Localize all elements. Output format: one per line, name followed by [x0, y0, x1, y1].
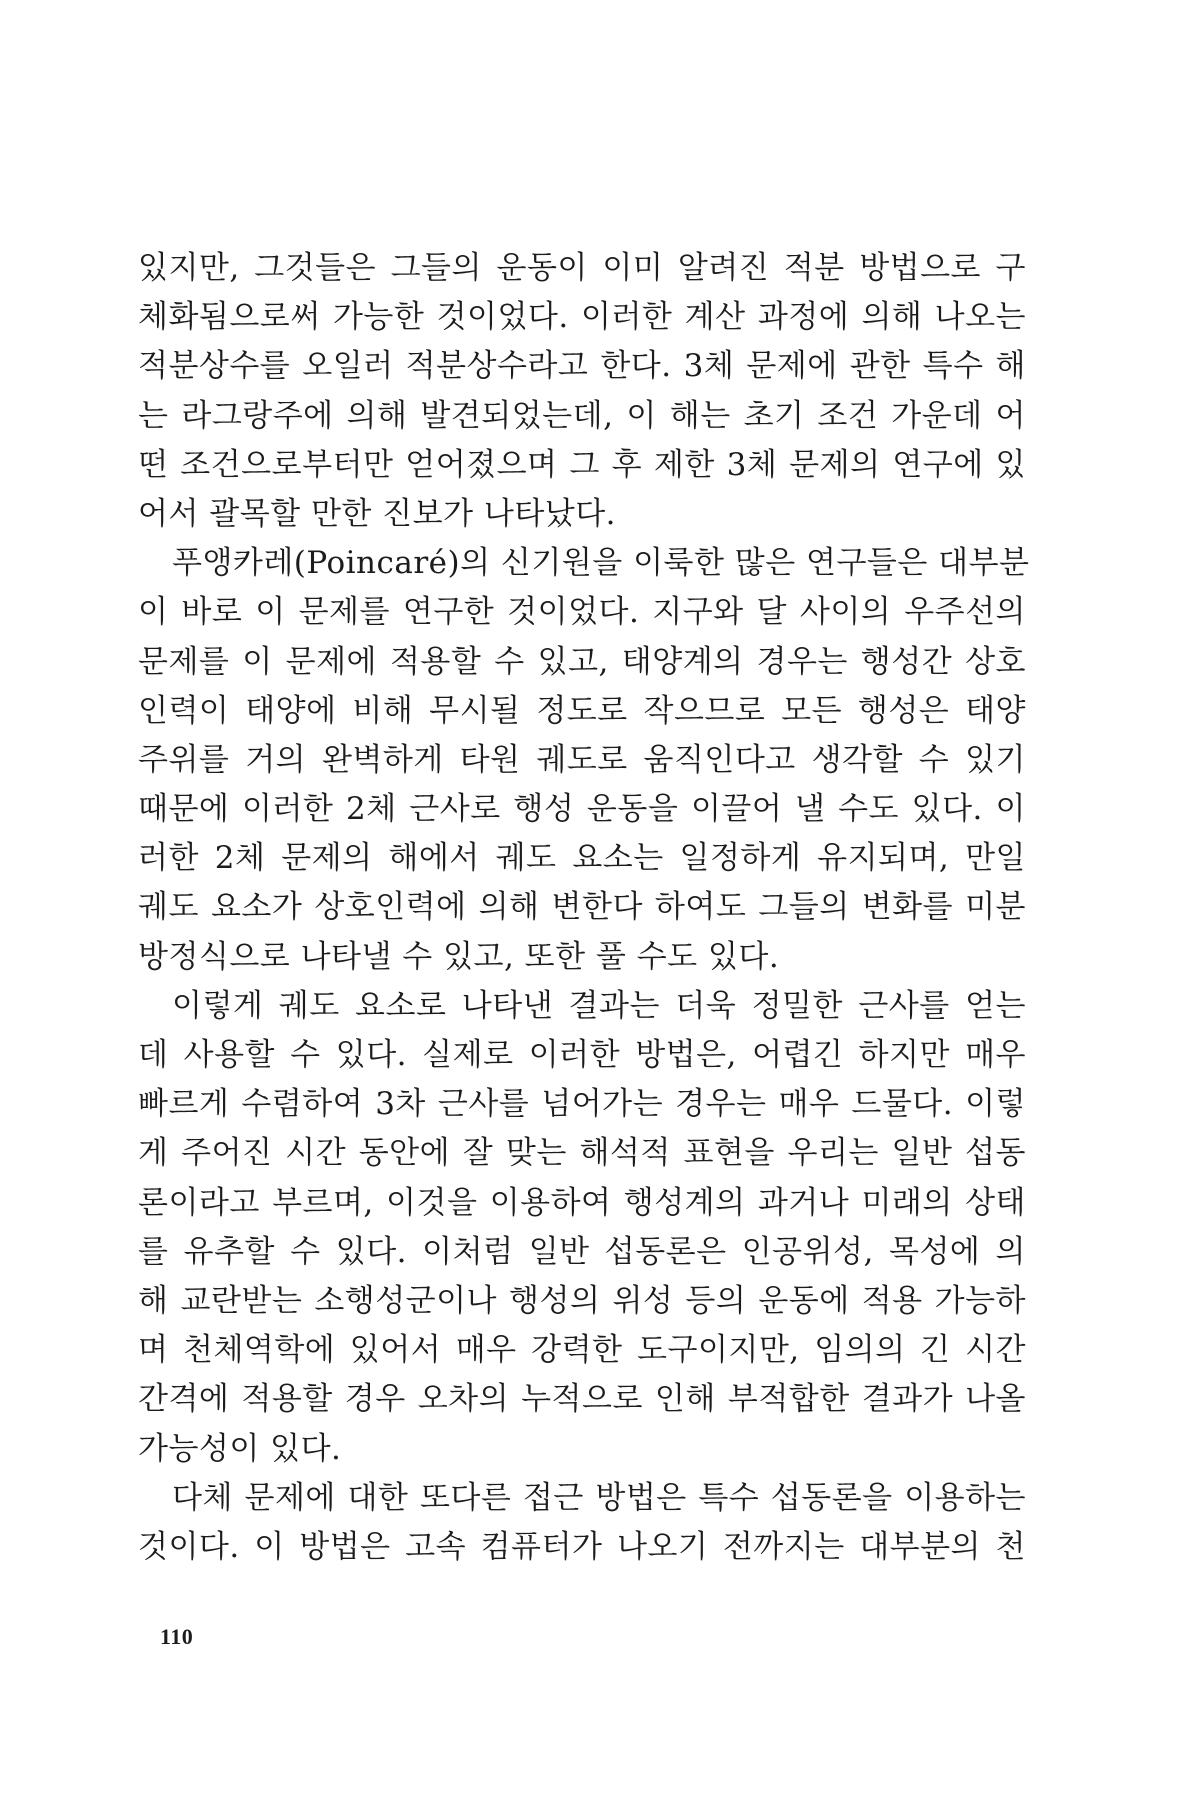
text-line: 것이다. 이 방법은 고속 컴퓨터가 나오기 전까지는 대부분의 천 [138, 1528, 1026, 1565]
text-line: 이 바로 이 문제를 연구한 것이었다. 지구와 달 사이의 우주선의 [138, 594, 1026, 631]
text-line: 방정식으로 나타낼 수 있고, 또한 풀 수도 있다. [138, 938, 780, 975]
page-number: 110 [160, 1624, 194, 1649]
text-line: 인력이 태양에 비해 무시될 정도로 작으므로 모든 행성은 태양 [138, 692, 1026, 729]
text-line: 며 천체역학에 있어서 매우 강력한 도구이지만, 임의의 긴 시간 [138, 1332, 1026, 1369]
text-line: 론이라고 부르며, 이것을 이용하여 행성계의 과거나 미래의 상태 [138, 1184, 1026, 1221]
body-text [138, 244, 1030, 1572]
text-line: 어서 괄목할 만한 진보가 나타났다. [138, 495, 617, 532]
text-line: 문제를 이 문제에 적용할 수 있고, 태양계의 경우는 행성간 상호 [138, 643, 1026, 680]
text-line: 해 교란받는 소행성군이나 행성의 위성 등의 운동에 적용 가능하 [138, 1282, 1026, 1319]
text-line: 다체 문제에 대한 또다른 접근 방법은 특수 섭동론을 이용하는 [172, 1479, 1026, 1516]
text-line: 있지만, 그것들은 그들의 운동이 이미 알려진 적분 방법으로 구 [138, 250, 1026, 286]
text-line: 가능성이 있다. [138, 1430, 342, 1467]
text-line: 러한 2체 문제의 해에서 궤도 요소는 일정하게 유지되며, 만일 [138, 840, 1026, 877]
text-line: 떤 조건으로부터만 얻어졌으며 그 후 제한 3체 문제의 연구에 있 [138, 446, 1026, 483]
text-line: 는 라그랑주에 의해 발견되었는데, 이 해는 초기 조건 가운데 어 [138, 397, 1026, 434]
text-line: 이렇게 궤도 요소로 나타낸 결과는 더욱 정밀한 근사를 얻는 [172, 987, 1026, 1024]
text-line: 때문에 이러한 2체 근사로 행성 운동을 이끌어 낼 수도 있다. 이 [138, 791, 1026, 828]
text-line: 를 유추할 수 있다. 이처럼 일반 섭동론은 인공위성, 목성에 의 [138, 1233, 1026, 1270]
text-line: 궤도 요소가 상호인력에 의해 변한다 하여도 그들의 변화를 미분 [138, 889, 1026, 926]
text-line: 적분상수를 오일러 적분상수라고 한다. 3체 문제에 관한 특수 해 [138, 348, 1026, 385]
text-line: 데 사용할 수 있다. 실제로 이러한 방법은, 어렵긴 하지만 매우 [138, 1037, 1026, 1073]
text-line: 빠르게 수렴하여 3차 근사를 넘어가는 경우는 매우 드물다. 이렇 [138, 1086, 1026, 1123]
text-line: 게 주어진 시간 동안에 잘 맞는 해석적 표현을 우리는 일반 섭동 [138, 1135, 1026, 1172]
text-line: 간격에 적용할 경우 오차의 누적으로 인해 부적합한 결과가 나올 [138, 1381, 1026, 1418]
text-line: 주위를 거의 완벽하게 타원 궤도로 움직인다고 생각할 수 있기 [138, 741, 1026, 778]
text-line: 푸앵카레(Poincaré)의 신기원을 이룩한 많은 연구들은 대부분 [172, 545, 1030, 582]
text-line: 체화됨으로써 가능한 것이었다. 이러한 계산 과정에 의해 나오는 [138, 299, 1026, 336]
